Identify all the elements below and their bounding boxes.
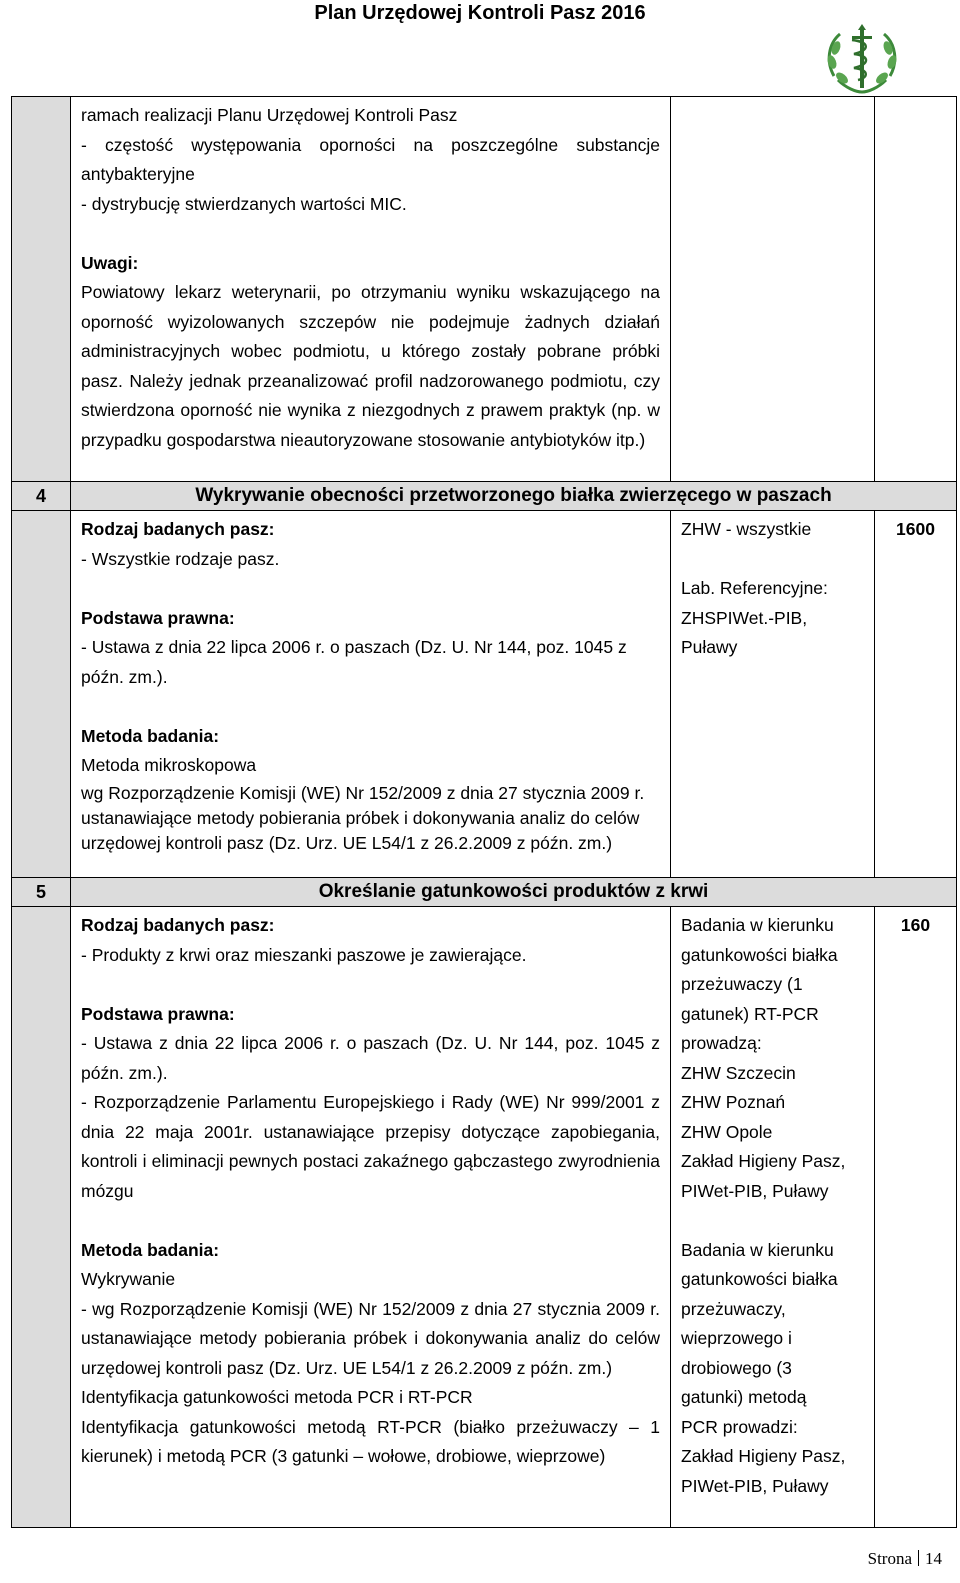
podstawa-line: - Rozporządzenie Parlamentu Europejskiego i Rady (WE) Nr 999/2001 z dnia 22 maja 2001r. ustanawiające przepisy dotyczące zapobiegania, kontroli i eliminacji pewnych postaci zakaźnego gąbczastego zwyrodnienia mózgu xyxy=(81,1092,660,1201)
lab-line: gatunkowości białka xyxy=(681,1269,838,1289)
number-cell xyxy=(12,511,71,878)
lab-line: PCR prowadzi: xyxy=(681,1416,798,1437)
uwagi-label: Uwagi: xyxy=(81,252,139,273)
rodzaj-text: - Wszystkie rodzaje pasz. xyxy=(81,548,280,569)
metoda-line: Wykrywanie xyxy=(81,1269,176,1289)
podstawa-line: - Ustawa z dnia 22 lipca 2006 r. o paszach (Dz. U. Nr 144, poz. 1045 z późn. zm.). xyxy=(81,1033,660,1083)
number-cell-continued xyxy=(12,97,71,482)
description-cell-continued xyxy=(71,97,671,482)
lab-line: drobiowego (3 xyxy=(681,1357,792,1378)
lab-line: Badania w kierunku xyxy=(681,1239,834,1260)
continued-line: - częstość występowania oporności na poszczególne substancje antybakteryjne xyxy=(81,134,660,184)
page-header-title: Plan Urzędowej Kontroli Pasz 2016 xyxy=(314,2,646,24)
lab-line: Zakład Higieny Pasz, xyxy=(681,1151,846,1171)
lab-line: gatunki) metodą xyxy=(681,1387,807,1407)
rodzaj-label: Rodzaj badanych pasz: xyxy=(81,519,275,539)
lab-line: prowadzą: xyxy=(681,1033,762,1053)
control-plan-table xyxy=(11,96,956,1528)
metoda-line: Identyfikacja gatunkowości metodą RT-PCR (białko przeżuwaczy – 1 kierunek) i metodą PCR (3 gatunki – wołowe, drobiowe, wieprzowe) xyxy=(81,1416,660,1466)
footer-separator xyxy=(918,1550,919,1566)
row-title: Określanie gatunkowości produktów z krwi xyxy=(71,878,957,907)
caduceus-logo-icon xyxy=(822,22,902,98)
lab-line: Badania w kierunku xyxy=(681,915,834,935)
description-cell xyxy=(71,511,671,878)
podstawa-label: Podstawa prawna: xyxy=(81,1003,235,1024)
page-footer xyxy=(868,1549,942,1569)
metoda-line: wg Rozporządzenie Komisji (WE) Nr 152/2009 z dnia 27 stycznia 2009 r. ustanawiające metody pobierania próbek i dokonywania analiz do celów urzędowej kontroli pasz (Dz. Urz. UE L54/1 z 26.2.2009 z późn. zm.) xyxy=(81,782,645,853)
lab-cell-continued xyxy=(671,97,875,482)
table-row-4 xyxy=(12,511,957,878)
metoda-line: Identyfikacja gatunkowości metoda PCR i RT-PCR xyxy=(81,1387,473,1407)
row-number: 5 xyxy=(12,878,71,907)
metoda-line: - wg Rozporządzenie Komisji (WE) Nr 152/2009 z dnia 27 stycznia 2009 r. ustanawiające metody pobierania próbek i dokonywania analiz do celów urzędowej kontroli pasz (Dz. Urz. UE L54/1 z 26.2.2009 z późn. zm.) xyxy=(81,1298,660,1378)
lab-line: gatunkowości białka xyxy=(681,944,838,965)
footer-page-number: 14 xyxy=(925,1549,942,1568)
quantity-cell xyxy=(875,907,957,1528)
continued-line: ramach realizacji Planu Urzędowej Kontroli Pasz xyxy=(81,105,458,125)
uwagi-text: Powiatowy lekarz weterynarii, po otrzymaniu wyniku wskazującego na oporność wyizolowanych szczepów nie podejmuje żadnych działań administracyjnych wobec podmiotu, u którego zostały pobrane próbki pasz. Należy jednak przeanalizować profil nadzorowanego podmiotu, czy stwierdzona oporność nie wynika z niezgodnych z prawem praktyk (np. w przypadku gospodarstwa nieautoryzowane stosowanie antybiotyków itp.) xyxy=(81,282,660,450)
lab-line: Lab. Referencyjne: xyxy=(681,578,828,598)
table-row-5 xyxy=(12,907,957,1528)
lab-line: wieprzowego i xyxy=(681,1328,792,1348)
lab-cell xyxy=(671,511,875,878)
lab-line: ZHW - wszystkie xyxy=(681,519,812,539)
lab-line: przeżuwaczy (1 xyxy=(681,974,803,994)
lab-line: Zakład Higieny Pasz, xyxy=(681,1446,846,1466)
metoda-label: Metoda badania: xyxy=(81,1239,220,1260)
lab-line: Puławy xyxy=(681,637,738,657)
table-row-title-4 xyxy=(12,482,957,511)
lab-line: ZHW Szczecin xyxy=(681,1062,796,1083)
number-cell xyxy=(12,907,71,1528)
lab-line: ZHW Opole xyxy=(681,1121,773,1142)
lab-line: przeżuwaczy, xyxy=(681,1298,786,1319)
continued-line: - dystrybucję stwierdzanych wartości MIC. xyxy=(81,193,407,214)
lab-line: PIWet-PIB, Puławy xyxy=(681,1180,829,1201)
description-cell xyxy=(71,907,671,1528)
table-row-title-5 xyxy=(12,878,957,907)
lab-line: gatunek) RT-PCR xyxy=(681,1003,819,1024)
lab-cell xyxy=(671,907,875,1528)
podstawa-label: Podstawa prawna: xyxy=(81,607,235,628)
metoda-line: Metoda mikroskopowa xyxy=(81,755,257,775)
table-row-continued xyxy=(12,97,957,482)
lab-line: ZHSPIWet.-PIB, xyxy=(681,607,808,628)
quantity-value: 160 xyxy=(900,915,931,935)
podstawa-text: - Ustawa z dnia 22 lipca 2006 r. o paszach (Dz. U. Nr 144, poz. 1045 z późn. zm.). xyxy=(81,637,627,687)
quantity-value: 1600 xyxy=(896,519,935,539)
rodzaj-label: Rodzaj badanych pasz: xyxy=(81,915,275,935)
quantity-cell-continued xyxy=(875,97,957,482)
lab-line: PIWet-PIB, Puławy xyxy=(681,1475,829,1496)
metoda-label: Metoda badania: xyxy=(81,725,220,746)
lab-line: ZHW Poznań xyxy=(681,1092,786,1112)
rodzaj-text: - Produkty z krwi oraz mieszanki paszowe je zawierające. xyxy=(81,944,527,965)
quantity-cell xyxy=(875,511,957,878)
row-title: Wykrywanie obecności przetworzonego białka zwierzęcego w paszach xyxy=(71,482,957,511)
row-number: 4 xyxy=(12,482,71,511)
footer-label: Strona xyxy=(867,1549,912,1568)
